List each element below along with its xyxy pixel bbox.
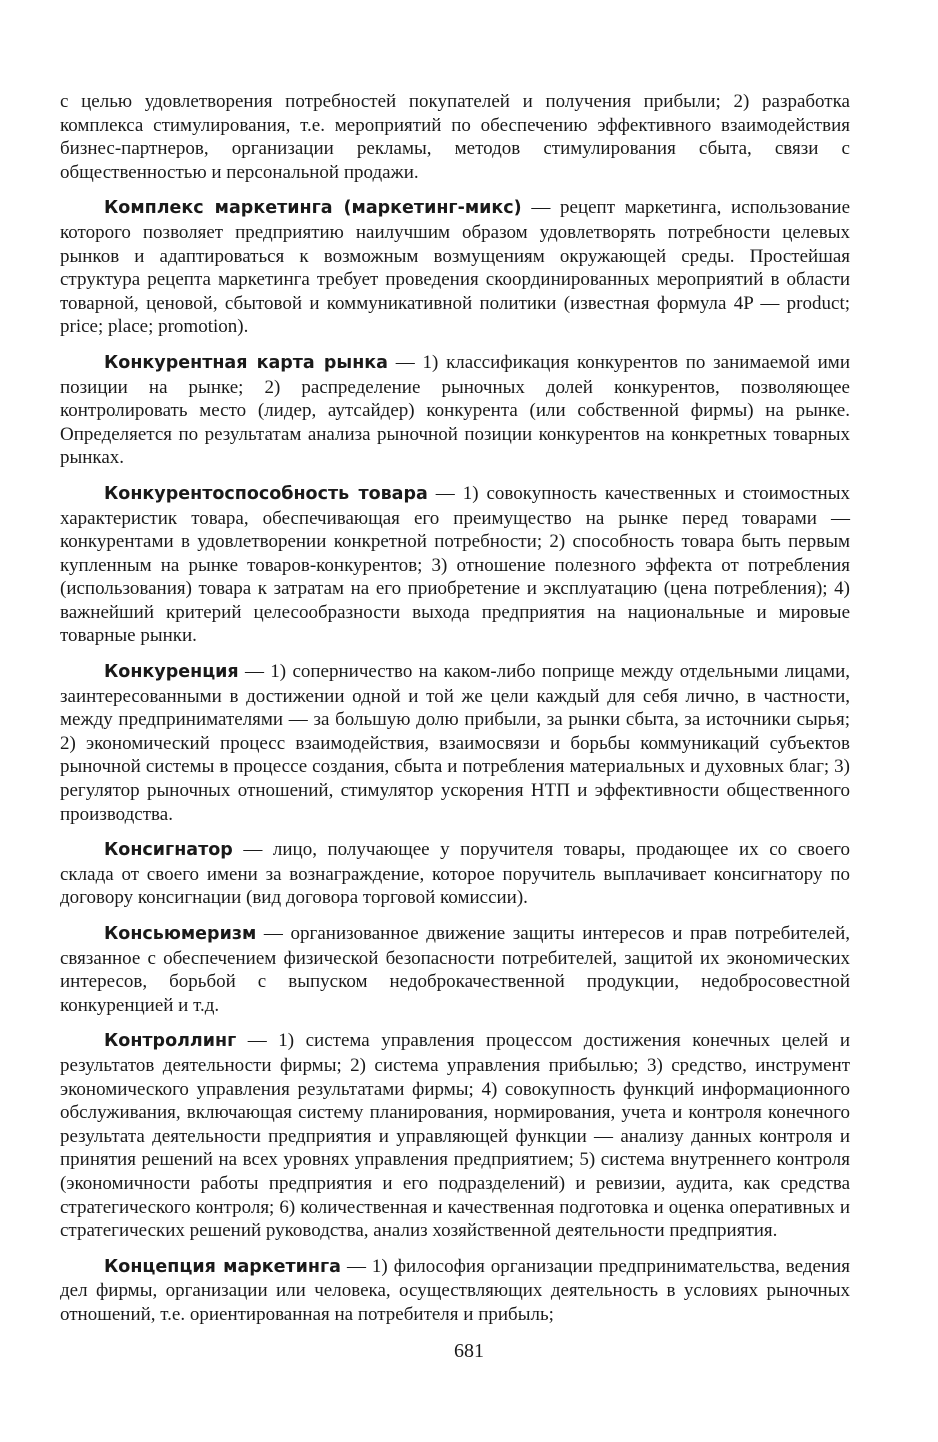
intro-paragraph: с целью удовлетворения потребностей покупателей и получения прибыли; 2) разработка комплекса стимулирования, т.е. мероприятий по обеспечению эффективного взаимодействия бизнес-партнеров, организации рекламы, методов стимулирования сбыта, связи с общественностью и персональной продажи. (60, 91, 850, 183)
document-page (60, 90, 850, 1339)
term-definition: — 1) классификация конкурентов по занимаемой ими позиции на рынке; 2) распределение рыночных долей конкурентов, позволяющее контролировать место (лидер, аутсайдер) конкурента (или собственной фирмы) на рынке. Определяется по результатам анализа рыночной позиции конкурентов на конкретных товарных рынках. (60, 351, 850, 469)
entry-controlling (60, 1029, 850, 1242)
entry-consumerism (60, 922, 850, 1017)
entry-competition (60, 660, 850, 826)
page-number: 681 (454, 1340, 484, 1362)
term-definition: — 1) соперничество на каком-либо поприще между отдельными лицами, заинтересованными в достижении одной и той же цели каждый для себя лично, в частности, между предпринимателями — за большую долю прибыли, за рынки сбыта, за источники сырья; 2) экономический процесс взаимодействия, взаимосвязи и борьбы коммуникаций субъектов рыночной системы в процессе создания, сбыта и потребления материальных и духовных благ; 3) регулятор рыночных отношений, стимулятор ускорения НТП и эффективности общественного производства. (60, 661, 850, 825)
entry-marketing-concept (60, 1255, 850, 1327)
term-heading: Консьюмеризм (104, 924, 257, 944)
entry-competitiveness (60, 482, 850, 648)
term-heading: Конкурентоспособность товара (104, 483, 428, 504)
term-definition: — 1) система управления процессом достижения конечных целей и результатов деятельности фирмы; 2) система управления прибылью; 3) средство, инструмент экономического управления результатами фирмы; 4) совокупность функций информационного обслуживания, включающая систему планирования, нормирования, учета и контроля конечного результата деятельности предприятия и управляющей функции — анализу данных контроля и принятия решений на всех уровнях управления предприятием; 5) система внутреннего контроля (экономичности работы предприятия и его подразделений) и ревизии, аудита, как средства стратегического контроля; 6) количественная и качественная подготовка и оценка оперативных и стратегических решений руководства, анализ хозяйственной деятельности предприятия. (60, 1030, 850, 1242)
term-heading: Комплекс маркетинга (маркетинг-микс) (104, 198, 522, 219)
term-heading: Конкуренция (104, 662, 239, 683)
entry-marketing-mix (60, 196, 850, 339)
term-definition: — рецепт маркетинга, использование которого позволяет предприятию наилучшим образом удовлетворять потребности целевых рынков и адаптироваться к возможным возмущениям окружающей среды. Простейшая структура рецепта маркетинга требует проведения скоординированных мероприятий в области товарной, ценовой, сбытовой и коммуникативной политики (известная формула 4P — product; price; place; promotion). (60, 197, 851, 338)
term-definition: — 1) философия организации предпринимательства, ведения дел фирмы, организации или человека, осуществляющих деятельность в условиях рыночных отношений, т.е. ориентированная на потребителя и прибыль; (60, 1255, 851, 1325)
term-definition: — организованное движение защиты интересов и прав потребителей, связанное с обеспечением физической безопасности потребителей, защитой их экономических интересов, борьбой с выпуском недоброкачественной продукции, недобросовестной конкуренцией и т.д. (60, 923, 850, 1016)
term-heading: Контроллинг (104, 1031, 237, 1052)
term-heading: Конкурентная карта рынка (104, 352, 388, 373)
term-heading: Консигнатор (104, 840, 233, 861)
term-definition: — 1) совокупность качественных и стоимостных характеристик товара, обеспечивающая его преимущество на рынке перед товарами — конкурентами в удовлетворении конкретной потребности; 2) способность товара быть первым купленным на рынке товаров-конкурентов; 3) отношение полезного эффекта от потребления (использования) товара к затратам на его приобретение и эксплуатацию (цена потребления); 4) важнейший критерий целесообразности выхода предприятия на национальные и мировые товарные рынки. (60, 482, 850, 647)
entry-competitive-map (60, 351, 850, 470)
entry-consignee (60, 838, 850, 910)
term-heading: Концепция маркетинга (104, 1256, 341, 1277)
term-definition: — лицо, получающее у поручителя товары, продающее их со своего склада от своего имени за вознаграждение, которое поручитель выплачивает консигнатору по договору консигнации (вид договора торговой комиссии). (60, 839, 850, 909)
